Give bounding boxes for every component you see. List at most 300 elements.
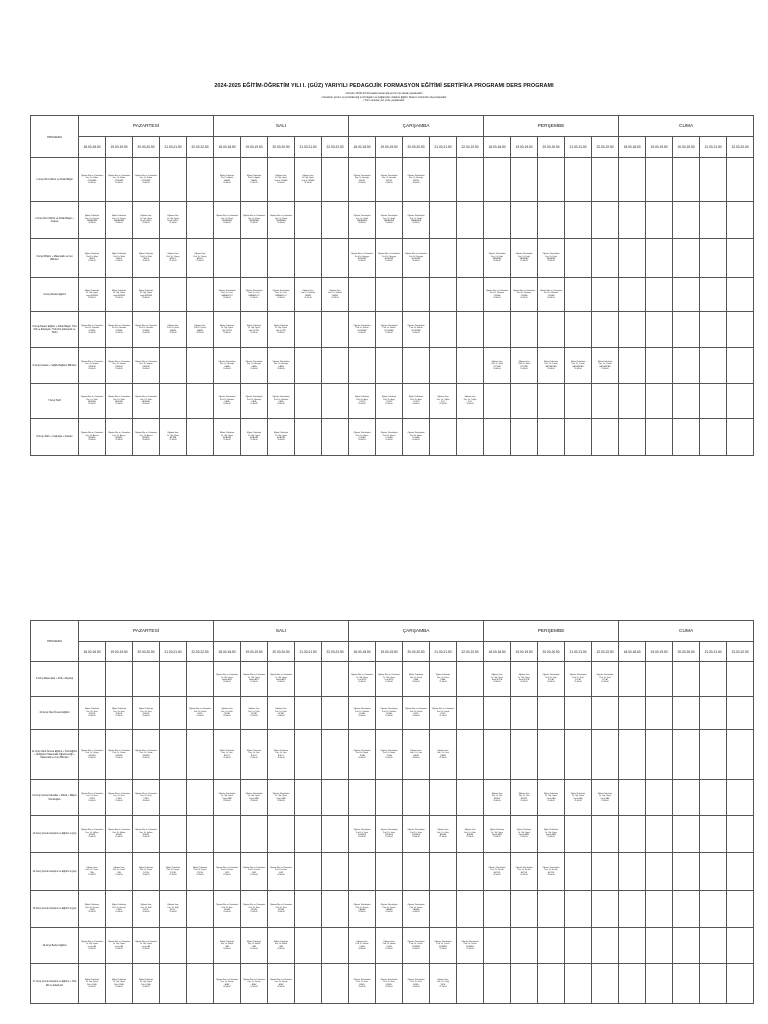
course-cell [349,853,376,891]
course-cell [187,158,214,202]
course-cell-line: 19:00:00 [115,181,123,184]
course-cell [700,662,727,697]
time-slot-header: 18.00-18.50 [79,137,106,158]
course-cell [241,384,268,419]
course-cell [484,730,511,780]
course-cell-line: 21:00:00 [439,836,447,839]
course-cell [538,730,565,780]
course-cell-line: Doç. Dr. Ferhat [517,869,531,872]
course-cell [322,158,349,202]
course-cell-line: Doç. Dr. Ceren [85,869,99,872]
course-cell-line: 21:00:00 [439,756,447,759]
course-cell-line: 18:00:00 [88,439,96,442]
course-cell-line: TUNA [359,754,365,757]
course-cell [565,419,592,456]
course-cell-line: 20:00:00 [142,947,150,950]
course-cell-line: KURT [197,713,203,715]
course-cell-line: BAYRAKTAR [599,365,611,368]
course-cell-line: Eğitime Giriş [194,253,206,256]
program-name: 1.Grup Din Kültürü ve Ahlak Bilgisi [31,158,79,202]
course-cell [241,348,268,384]
course-cell-line: Prof. Dr. Mehmet [219,398,235,401]
course-cell [376,278,403,312]
course-cell-line: 20:00:00 [142,403,150,406]
course-cell [133,348,160,384]
course-cell-line: ÖZEN [89,909,95,911]
course-cell-line: GÜLER [115,713,123,715]
course-cell [160,816,187,853]
course-cell-line: Öğretim İlke ve Yöntemleri [350,674,374,677]
course-cell-line: 18:00:00 [88,873,96,876]
course-cell-line: Öğretim İlke ve Yöntemleri [215,904,239,907]
course-cell-line: KARABULUT [248,294,260,297]
course-cell [592,239,619,278]
course-cell-line: Doç. Dr. Melek [220,943,234,946]
course-cell [376,202,403,239]
course-cell [565,384,592,419]
course-cell [457,816,484,853]
course-cell [646,853,673,891]
course-cell-line: 20:00:00 [277,331,285,334]
course-cell-line: Öğretim Teknolojileri [380,708,398,711]
course-cell-line: Öğretim Teknolojileri [353,324,371,327]
course-cell-line: 20:00:00 [142,756,150,759]
course-cell-line: Prof. Dr. Mehmet [489,292,505,295]
course-cell-line: Tolga SARI [249,797,259,800]
course-cell-line: Prof. Dr. Yasin [410,831,423,834]
course-cell-line: Prof. Dr. Özlem [139,752,153,755]
course-cell-line: Öğretim Teknolojileri [407,324,425,327]
course-cell-line: Eğitim Psikolojisi [219,940,235,943]
course-cell-line: Doç. Dr. Kübra [112,177,126,180]
course-cell [430,239,457,278]
course-cell [241,202,268,239]
course-cell-line: 21:00:00 [169,331,177,334]
course-cell-line: Öğretim İlke ve Yöntemleri [242,215,266,218]
course-cell-line: 19:00:00 [250,947,258,950]
course-cell [268,419,295,456]
course-cell-line: YAVUZ [88,258,96,260]
course-cell-line: Dr. Öğr. Üyesi [518,676,530,679]
course-cell-line: Eğitim Psikolojisi [408,674,424,677]
course-cell [295,158,322,202]
course-cell-line: Öğretim Teknolojileri [407,940,425,943]
course-cell-line: Prof. Dr. Nihal [140,255,152,258]
course-cell [538,697,565,730]
course-cell [727,239,754,278]
day-header: PERŞEMBE [484,621,619,642]
course-cell-line: Eğitim Psikolojisi [84,904,100,907]
course-cell-line: Öğretim Teknolojileri [245,360,263,363]
course-cell-line: KARA [251,365,257,368]
course-cell-line: 19:00:00 [250,181,258,184]
course-cell-line: 20:00:00 [412,836,420,839]
course-cell [619,202,646,239]
table-row [31,202,754,239]
course-cell-line: 18:00:00 [223,439,231,442]
time-slot-header: 22.00-22.50 [457,642,484,662]
course-cell [484,891,511,928]
time-slot-header: 19.00-19.50 [241,137,268,158]
course-cell [241,928,268,964]
course-cell [160,202,187,239]
course-cell [322,348,349,384]
course-cell-line: Prof. Dr. Gamze [112,906,126,909]
course-cell [673,891,700,928]
course-cell-line: Doç. Dr. Selin [113,398,125,401]
course-cell-line: Eğitime Giriş [518,360,530,363]
course-cell-line: Öğretim Teknolojileri [569,674,587,677]
course-cell [592,928,619,964]
course-cell-line: 19:00:00 [250,985,258,988]
course-cell-line: 19:00:00 [385,331,393,334]
course-cell-line: OKTAY [223,713,231,715]
course-cell-line: YILDIZ [386,401,392,403]
course-cell-line: KARAKAYA [384,220,394,222]
course-cell [592,158,619,202]
course-cell-line: AYDEMİR [384,258,394,260]
course-cell [133,239,160,278]
course-cell-line: KARATAŞ [546,258,556,260]
course-cell [457,928,484,964]
course-cell [646,348,673,384]
course-cell-line: Öğretim İlke ve Yöntemleri [107,360,131,363]
course-cell-line: Eğitim Psikolojisi [192,866,208,869]
course-cell-line: Prof. Dr. Ümit [545,676,557,679]
course-cell [106,662,133,697]
course-cell [295,278,322,312]
program-name: 4.Grup Beden Eğitimi [31,278,79,312]
course-cell [484,816,511,853]
time-slot-header: 22.00-22.50 [727,137,754,158]
program-name: 5.Grup Beden Eğitimi + Ahlak Bilgisi, Türk Dili ve Edebiyatı, Türk Dili, Edebiyatı ve Tarihi [31,312,79,348]
course-cell [376,419,403,456]
course-cell [349,964,376,1004]
course-cell-line: Doç. Dr. Esra [140,710,152,713]
course-cell-line: Öğretim Teknolojileri [272,396,290,399]
course-cell [673,348,700,384]
course-cell-line: 21:00:00 [169,873,177,876]
course-cell-line: OKTAY [250,713,258,715]
course-cell-line: 22:00:00 [196,715,204,718]
course-cell [79,928,106,964]
course-cell-line: Eğitim Psikolojisi [544,360,559,363]
program-name: 11.Grup Okul Öncesi Eğitimi + Özel Eğitim + İlköğretim Matematik Öğretmenliği + Matematik ve Fen Bilimleri [31,730,79,780]
course-cell-line: 18:00:00 [358,403,366,406]
course-cell [187,928,214,964]
course-cell-line: 18:00:00 [358,715,366,718]
course-cell [619,312,646,348]
course-cell [349,780,376,816]
course-cell-line: 19:00:00 [250,296,258,299]
course-cell-line: Öğretim İlke ve Yöntemleri [107,174,131,177]
course-cell [349,928,376,964]
course-cell-line: 20:00:00 [412,756,420,759]
course-cell-line: 19:00:00 [520,799,528,802]
course-cell [592,419,619,456]
course-cell-line: Öğretim Teknolojileri [407,829,425,832]
course-cell [322,278,349,312]
course-cell-line: Dr. Öğr. Üyesi [113,943,125,946]
course-cell [430,780,457,816]
course-cell [268,780,295,816]
course-cell-line: Öğretim Teknolojileri [380,174,398,177]
course-cell [511,278,538,312]
course-cell-line: Öğretim İlke ve Yöntemleri [539,289,563,292]
course-cell-line: Hakan AVCI [275,679,287,681]
course-cell-line: UYSAL [385,713,393,715]
time-slot-header: 18.00-18.50 [484,642,511,662]
course-cell [160,853,187,891]
day-header: CUMA [619,621,754,642]
course-cell-line: ERDEM [88,365,96,368]
course-cell-line: 19:00:00 [520,296,528,299]
course-cell [241,730,268,780]
course-cell-line: ŞİMŞEK [88,437,96,439]
course-cell-line: GÜNEŞ [115,329,123,332]
time-slot-header: 18.00-18.50 [619,642,646,662]
course-cell-line: 19:00:00 [520,873,528,876]
program-name: 3.Grup Bilişim + Matematik ve Fen Bilimleri [31,239,79,278]
program-name: 16.Grup Beden Eğitimi [31,928,79,964]
course-cell-line: 18:00:00 [493,799,501,802]
course-cell-line: 19:00:00 [115,403,123,406]
course-cell-line: 22:00:00 [466,836,474,839]
course-cell [133,202,160,239]
course-cell-line: Öğretim Teknolojileri [272,360,290,363]
course-cell-line: KARAKAYA [411,220,421,222]
course-cell [484,158,511,202]
course-cell-line: Eğitim Psikolojisi [111,904,127,907]
course-cell [160,278,187,312]
course-cell-line: Eğitim Psikolojisi [490,829,505,832]
course-cell [160,312,187,348]
course-cell-line: 19:00:00 [385,681,393,684]
course-cell-line: KAYA [224,401,230,403]
course-cell-line: Prof. Dr. Emre [194,327,206,330]
course-cell-line: Selçuk YILMAZ [301,179,315,182]
time-slot-header: 22.00-22.50 [592,137,619,158]
course-cell-line: Doç. Dr. Ferhat [544,869,558,872]
course-cell-line: Seda KOCA [518,679,530,681]
course-cell-line: Dr. Öğr. Üyesi [545,831,557,834]
course-cell [700,312,727,348]
course-cell-line: ÖZER [116,797,122,800]
course-cell-line: Prof. Dr. Ertan [221,869,234,872]
course-cell [403,730,430,780]
course-cell-line: Eğitime Giriş [167,904,179,907]
course-cell-line: Eğitim Psikolojisi [111,978,127,981]
time-slot-header: 18.00-18.50 [214,642,241,662]
time-slot-header: 20.00-20.50 [133,137,160,158]
course-cell-line: Burak ÇELİK [167,220,179,222]
course-cell-line: Doç. Dr. Zeynep [85,217,99,220]
course-cell-line: ARSLAN [142,401,150,403]
course-cell [565,348,592,384]
course-cell [538,419,565,456]
course-cell [349,384,376,419]
time-slot-header: 20.00-20.50 [133,642,160,662]
course-cell-line: 20:00:00 [277,681,285,684]
course-cell-line: 20:00:00 [277,985,285,988]
course-cell [268,928,295,964]
course-cell-line: ÜNAL [440,679,446,681]
course-cell-line: KARA [278,365,284,368]
course-cell-line: SÖNMEZ [411,945,421,948]
course-cell-line: 22:00:00 [466,947,474,950]
course-cell-line: Öğretim İlke ve Yöntemleri [242,674,266,677]
course-cell-line: 20:00:00 [547,873,555,876]
time-slot-header: 21.00-21.50 [700,642,727,662]
course-cell-line: Doç. Dr. Gülsüm [328,292,342,295]
table-row [31,928,754,964]
course-cell [727,419,754,456]
course-cell-line: Dr. Öğr. Üyesi [140,217,152,220]
course-cell [727,853,754,891]
course-cell-line: Prof. Dr. Ümit [572,676,584,679]
course-cell [538,384,565,419]
time-slot-header: 19.00-19.50 [376,642,403,662]
course-cell-line: TAŞ [90,871,94,874]
course-cell [79,158,106,202]
program-name: 17.Grup Çocuk Gelişimi ve Eğitimi + Türk Dili ve Edebiyatı [31,964,79,1004]
course-cell-line: Öğretim İlke ve Yöntemleri [269,904,293,907]
course-cell-line: Dr. Öğr. Üyesi [86,981,98,984]
course-cell-line: Öğretim İlke ve Yöntemleri [242,866,266,869]
course-cell-line: CAN [279,945,284,948]
course-cell-line: 20:00:00 [142,985,150,988]
course-cell-line: 19:00:00 [115,222,123,225]
course-cell-line: Eğitime Giriş [140,904,152,907]
course-cell [133,278,160,312]
course-cell [565,697,592,730]
time-slot-header: 22.00-22.50 [322,137,349,158]
program-name: 2.Grup Din Kültürü ve Ahlak Bilgisi + Arapça [31,202,79,239]
course-cell [214,202,241,239]
course-cell [403,348,430,384]
course-cell-line: Eğitim Psikolojisi [138,253,154,256]
course-cell-line: Doç. Dr. Hüseyin [381,177,397,180]
course-cell [457,419,484,456]
course-cell-line: Doç. Dr. Tuğba [463,398,477,401]
course-cell-line: ÖZDEMİR [87,179,97,182]
course-cell-line: Eğitime Giriş [167,432,179,435]
course-cell-line: CAN [225,945,230,948]
course-cell-line: Prof. Dr. Engin [382,752,396,755]
table-row [31,158,754,202]
course-cell [619,384,646,419]
course-cell-line: SEVİM [224,909,230,911]
course-cell-line: 19:00:00 [115,911,123,914]
course-cell [349,202,376,239]
time-slot-header: 19.00-19.50 [646,642,673,662]
course-cell-line: Öğretim İlke ve Yöntemleri [269,215,293,218]
course-cell-line: Dr. Öğr. Üyesi [545,795,557,798]
course-cell-line: Tolga SARI [222,797,232,800]
course-cell [295,662,322,697]
course-cell-line: Öğretim İlke ve Yöntemleri [215,866,239,869]
course-cell-line: Prof. Dr. Yılmaz [166,255,180,258]
course-cell [565,158,592,202]
course-cell-line: ERDEM [115,365,123,368]
course-cell [646,202,673,239]
course-cell-line: OKTAY [277,713,285,715]
course-cell-line: Doç. Dr. Nur [518,795,530,798]
course-cell-line: KOÇ [467,401,473,403]
notes [0,92,768,103]
course-cell-line: 20:00:00 [277,181,285,184]
course-cell [403,928,430,964]
course-cell [565,964,592,1004]
course-cell-line: Öğretim İlke ve Yöntemleri [512,289,536,292]
course-cell-line: Öğretim Teknolojileri [353,215,371,218]
course-cell-line: Öğretim Teknolojileri [218,396,236,399]
course-cell-line: 19:00:00 [250,367,258,370]
course-cell-line: Doç. Dr. Hüseyin [273,363,289,366]
course-cell [214,239,241,278]
course-cell-line: ÖZDEMİR [141,179,151,182]
course-cell [376,730,403,780]
course-cell-line: UÇAR [359,945,365,948]
course-cell [403,780,430,816]
course-cell-line: Prof. Dr. İlker [275,906,287,909]
course-cell [214,928,241,964]
course-cell-line: Eğitim Psikolojisi [435,674,451,677]
course-cell-line: 20:00:00 [412,331,420,334]
course-cell [484,312,511,348]
course-cell [511,384,538,419]
course-cell-line: 19:00:00 [115,331,123,334]
course-cell-line: AKSOY [196,258,204,260]
course-cell-line: EKİNCİ [520,797,528,800]
course-cell [430,384,457,419]
day-header: SALI [214,116,349,137]
course-cell-line: 22:00:00 [196,331,204,334]
course-cell-line: GÜNEŞ [88,329,96,332]
course-cell [241,891,268,928]
time-slot-header: 22.00-22.50 [187,137,214,158]
course-cell-line: Doç. Dr. Oya [275,752,287,755]
course-cell [673,312,700,348]
course-cell-line: Tolga SARI [276,797,286,800]
course-cell-line: 18:00:00 [358,260,366,263]
course-cell-line: Dr. Öğr. Üyesi [302,177,314,180]
course-cell-line: GÜR [251,871,257,874]
course-cell-line: 20:00:00 [277,296,285,299]
time-slot-header: 18.00-18.50 [619,137,646,158]
course-cell-line: Öğretim İlke ve Yöntemleri [107,396,131,399]
course-cell-line: ÖZKAN [493,294,501,297]
course-cell [538,928,565,964]
course-cell-line: 18:00:00 [358,985,366,988]
course-cell-line: Eğitime Giriş [275,174,287,177]
course-cell [295,419,322,456]
course-cell-line: Doç. Dr. Gülsüm [301,292,315,295]
course-cell-line: Öğretim Teknolojileri [434,940,452,943]
course-cell-line: 18:00:00 [493,260,501,263]
course-cell-line: Prof. Dr. Mustafa [111,327,127,330]
course-cell-line: KARATAŞ [492,258,502,260]
course-cell-line: Prof. Dr. Nihal [86,255,98,258]
table-row [31,697,754,730]
course-cell-line: Doç. Dr. Pınar [437,752,449,755]
course-cell-line: Leyla ERDEM [113,294,125,297]
course-cell-line: Doç. Dr. Deniz [436,676,450,679]
course-cell [457,239,484,278]
course-cell-line: Prof. Dr. Orhan [409,943,423,946]
course-cell-line: Öğretim Teknolojileri [542,866,560,869]
course-cell-line: Doç. Dr. Fatih [248,710,260,713]
